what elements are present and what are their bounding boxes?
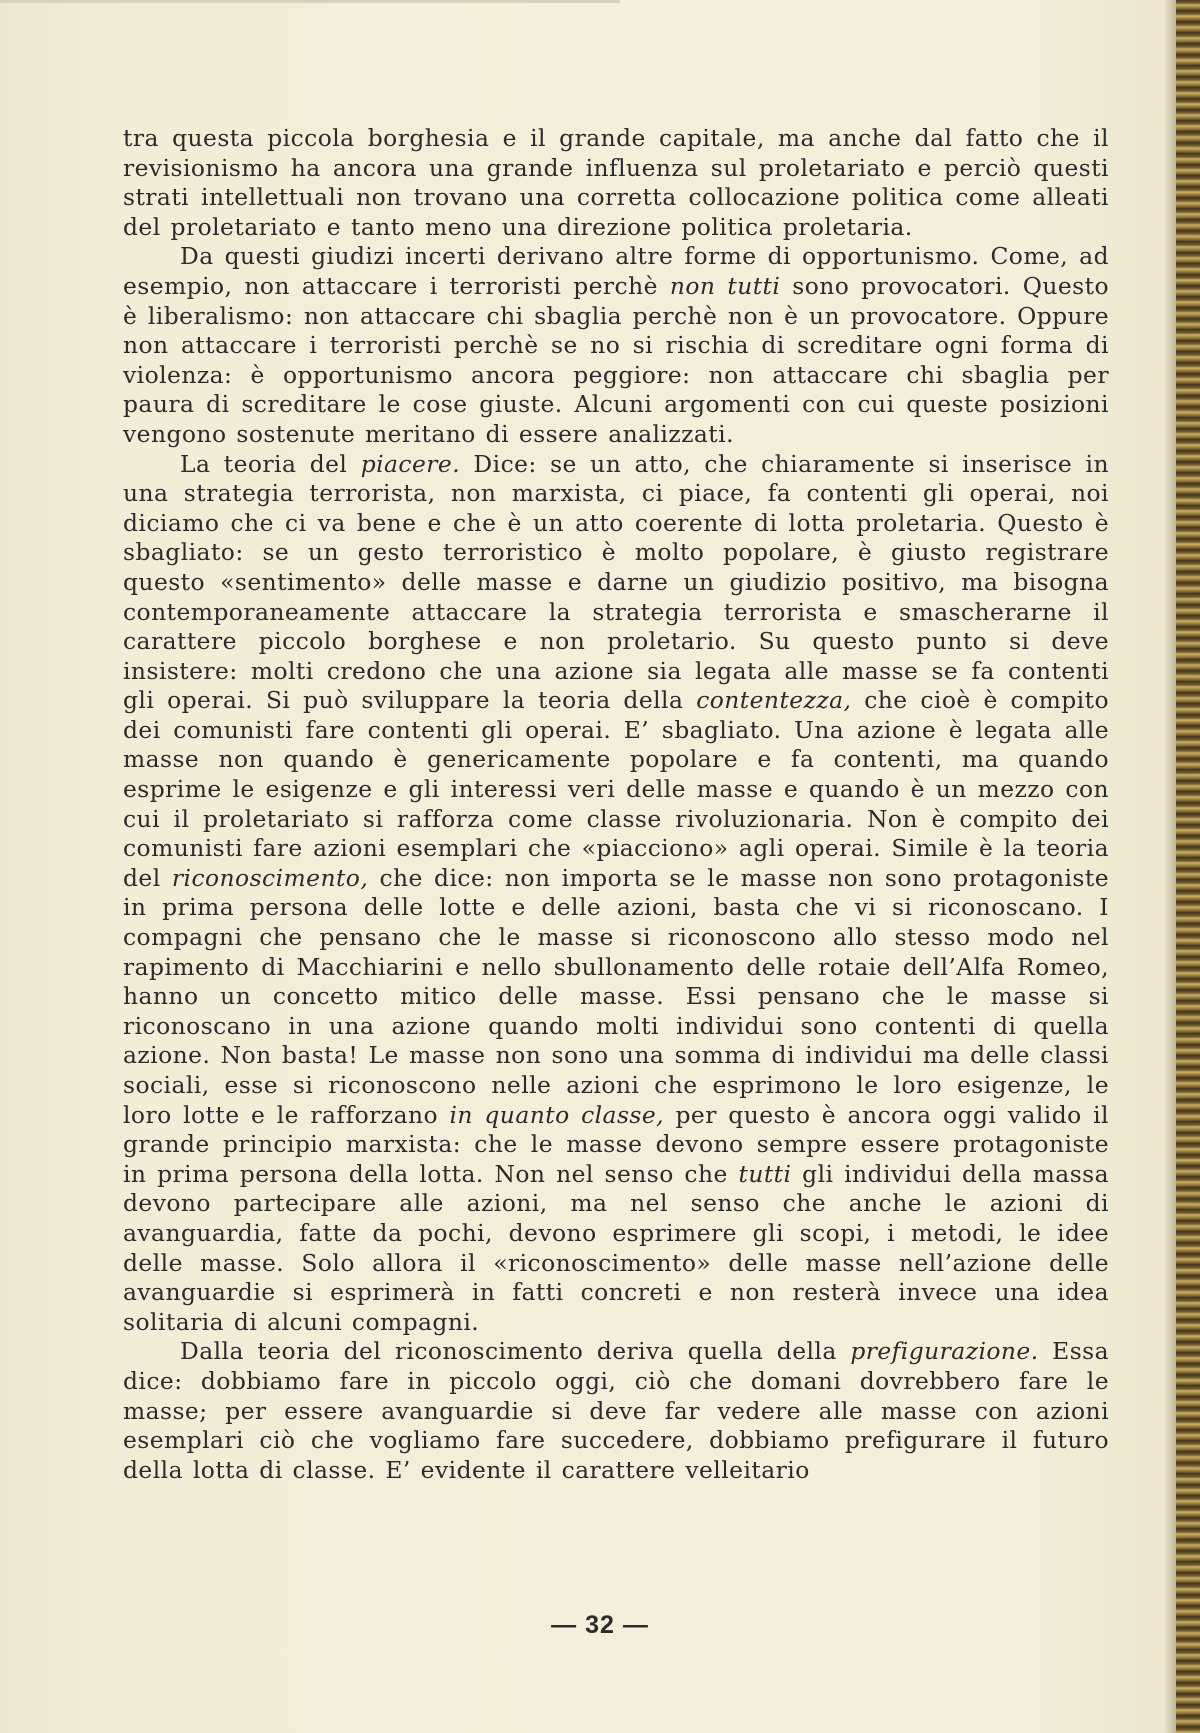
body-text	[123, 124, 1109, 1485]
page-number: — 32 —	[551, 1611, 649, 1639]
paragraph-3-text: che dice: non importa se le masse non sono protagoniste in prima persona delle lotte e delle azioni, basta che vi si riconoscano. I compagni che pensano che le masse si riconoscono allo stesso modo nel rapimento di Macchiarini e nello sbullonamento delle rotaie dell’Alfa Romeo, hanno un concetto mitico delle masse. Essi pensano che le masse si riconoscano in una azione quando molti individui sono contenti di quella azione. Non basta! Le masse non sono una somma di individui ma delle classi sociali, esse si riconoscono nelle azioni che esprimono le loro esigenze, le loro lotte e le rafforzano	[123, 863, 1109, 1129]
paragraph-4-emphasis: prefigurazione.	[850, 1337, 1039, 1366]
paragraph-3-text: per questo è ancora oggi valido il grande principio marxista: che le masse devono sempre essere protagoniste in prima persona della lotta. Non nel senso che	[123, 1100, 1109, 1188]
paragraph-3-text: La teoria del	[180, 449, 361, 478]
spine-shadow	[1164, 0, 1176, 1733]
paragraph-3-text: gli individui della massa devono partecipare alle azioni, ma nel senso che anche le azioni di avanguardia, fatte da pochi, devono esprimere gli scopi, i metodi, le idee delle masse. Solo allora il «riconoscimento» delle masse nell’azione delle avanguardie si esprimerà in fatti concreti e non resterà invece una idea solitaria di alcuni compagni.	[123, 1159, 1110, 1336]
book-spine	[1176, 0, 1200, 1733]
paragraph-4	[123, 1337, 1109, 1485]
paragraph-1	[123, 124, 1109, 242]
paragraph-3-text: che cioè è compito dei comunisti fare contenti gli operai. E’ sbagliato. Una azione è legata alle masse non quando è genericamente popolare e fa contenti, ma quando esprime le esigenze e gli interessi veri delle masse e quando è un mezzo con cui il proletariato si rafforza come classe rivoluzionaria. Non è compito dei comunisti fare azioni esemplari che «piacciono» agli operai. Simile è la teoria del	[123, 686, 1109, 892]
paragraph-3-emphasis: piacere.	[360, 449, 461, 478]
paragraph-3-emphasis: tutti	[738, 1159, 792, 1188]
paragraph-3-emphasis: in quanto classe,	[449, 1100, 665, 1129]
paragraph-2-text: sono provocatori. Questo è liberalismo: non attaccare chi sbaglia perchè non è un provocatore. Oppure non attaccare i terroristi perchè se no si rischia di screditare ogni forma di violenza: è opportunismo ancora peggiore: non attaccare chi sbaglia per paura di screditare le cose giuste. Alcuni argomenti con cui queste posizioni vengono sostenute meritano di essere analizzati.	[123, 271, 1109, 448]
paragraph-2-emphasis: non tutti	[669, 271, 781, 300]
paragraph-4-text: Dalla teoria del riconoscimento deriva quella della	[180, 1337, 851, 1366]
paragraph-2	[123, 242, 1109, 449]
paragraph-3-emphasis: contentezza,	[696, 686, 852, 715]
paragraph-3-text: Dice: se un atto, che chiaramente si inserisce in una strategia terrorista, non marxista, ci piace, fa contenti gli operai, noi diciamo che ci va bene e che è un atto coerente di lotta proletaria. Questo è sbagliato: se un gesto terroristico è molto popolare, è giusto registrare questo «sentimento» delle masse e darne un giudizio positivo, ma bisogna contemporaneamente attaccare la strategia terrorista e smascherarne il carattere piccolo borghese e non proletario. Su questo punto si deve insistere: molti credono che una azione sia legata alle masse se fa contenti gli operai. Si può sviluppare la teoria della	[123, 449, 1110, 715]
paragraph-3	[123, 450, 1109, 1338]
paragraph-3-emphasis: riconoscimento,	[171, 863, 369, 892]
paragraph-1-text: tra questa piccola borghesia e il grande capitale, ma anche dal fatto che il revisionismo ha ancora una grande influenza sul proletariato e perciò questi strati intellettuali non trovano una corretta collocazione politica come alleati del proletariato e tanto meno una direzione politica proletaria.	[123, 124, 1109, 241]
paragraph-2-text: Da questi giudizi incerti derivano altre forme di opportunismo. Come, ad esempio, non attaccare i terroristi perchè	[123, 242, 1109, 300]
paragraph-4-text: Essa dice: dobbiamo fare in piccolo oggi, ciò che domani dovrebbero fare le masse; per essere avanguardie si deve far vedere alle masse con azioni esemplari ciò che vogliamo fare succedere, dobbiamo prefigurare il futuro della lotta di classe. E’ evidente il carattere velleitario	[123, 1337, 1109, 1484]
page-top-edge	[0, 0, 620, 3]
